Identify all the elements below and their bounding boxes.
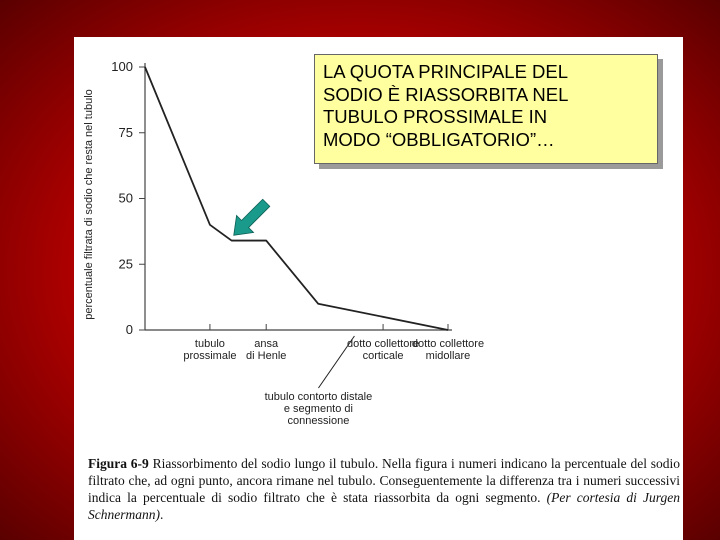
y-tick-label-25: 25 xyxy=(118,256,133,272)
x-tick-label-1-0: ansa xyxy=(254,338,279,350)
annotation-label-0: tubulo contorto distale xyxy=(264,391,373,403)
callout-line-3: TUBULO PROSSIMALE IN xyxy=(323,106,548,127)
y-tick-label-75: 75 xyxy=(118,124,133,140)
x-tick-label-3-0: dotto collettore xyxy=(411,338,485,350)
x-tick-label-3-1: midollare xyxy=(425,350,471,362)
x-tick-label-1-1: di Henle xyxy=(246,350,287,362)
teal-arrow-shape xyxy=(225,194,274,243)
annotation-label-2: connessione xyxy=(287,415,350,427)
x-tick-label-2-1: corticale xyxy=(362,350,404,362)
callout-line-1: LA QUOTA PRINCIPALE DEL xyxy=(323,61,569,82)
x-tick-label-0-1: prossimale xyxy=(183,350,237,362)
teal-arrow xyxy=(225,194,274,243)
caption-credit: (Per cortesia di Jurgen Schnermann) xyxy=(88,490,681,522)
figure-caption xyxy=(88,455,680,523)
y-tick-label-0: 0 xyxy=(125,322,133,337)
caption-text: Riassorbimento del sodio lungo il tubulo. Nella figura i numeri indicano la percentuale del sodio filtrato che, ad ogni punto, ancora rimane nel tubulo. Conseguentemente la differenza tra i numeri successivi indica la percentuale di sodio filtrato che è stata riassorbita da ogni segmento. xyxy=(88,456,680,505)
y-axis-label: percentuale filtrata di sodio che resta nel tubulo xyxy=(83,89,95,320)
caption-label: Figura 6-9 xyxy=(88,456,149,471)
caption-end: . xyxy=(159,507,164,522)
callout-line-4: MODO “OBBLIGATORIO”… xyxy=(323,128,555,150)
slide-panel xyxy=(74,37,683,540)
x-tick-label-0-0: tubulo xyxy=(194,338,225,350)
x-tick-label-2-0: dotto collettore xyxy=(346,338,420,350)
annotation-leader xyxy=(318,336,354,388)
callout-box xyxy=(314,54,658,164)
callout-line-2: SODIO È RIASSORBITA NEL xyxy=(323,83,569,105)
annotation-label-1: e segmento di xyxy=(283,403,353,415)
y-tick-label-50: 50 xyxy=(118,190,133,206)
y-tick-label-100: 100 xyxy=(111,59,133,74)
